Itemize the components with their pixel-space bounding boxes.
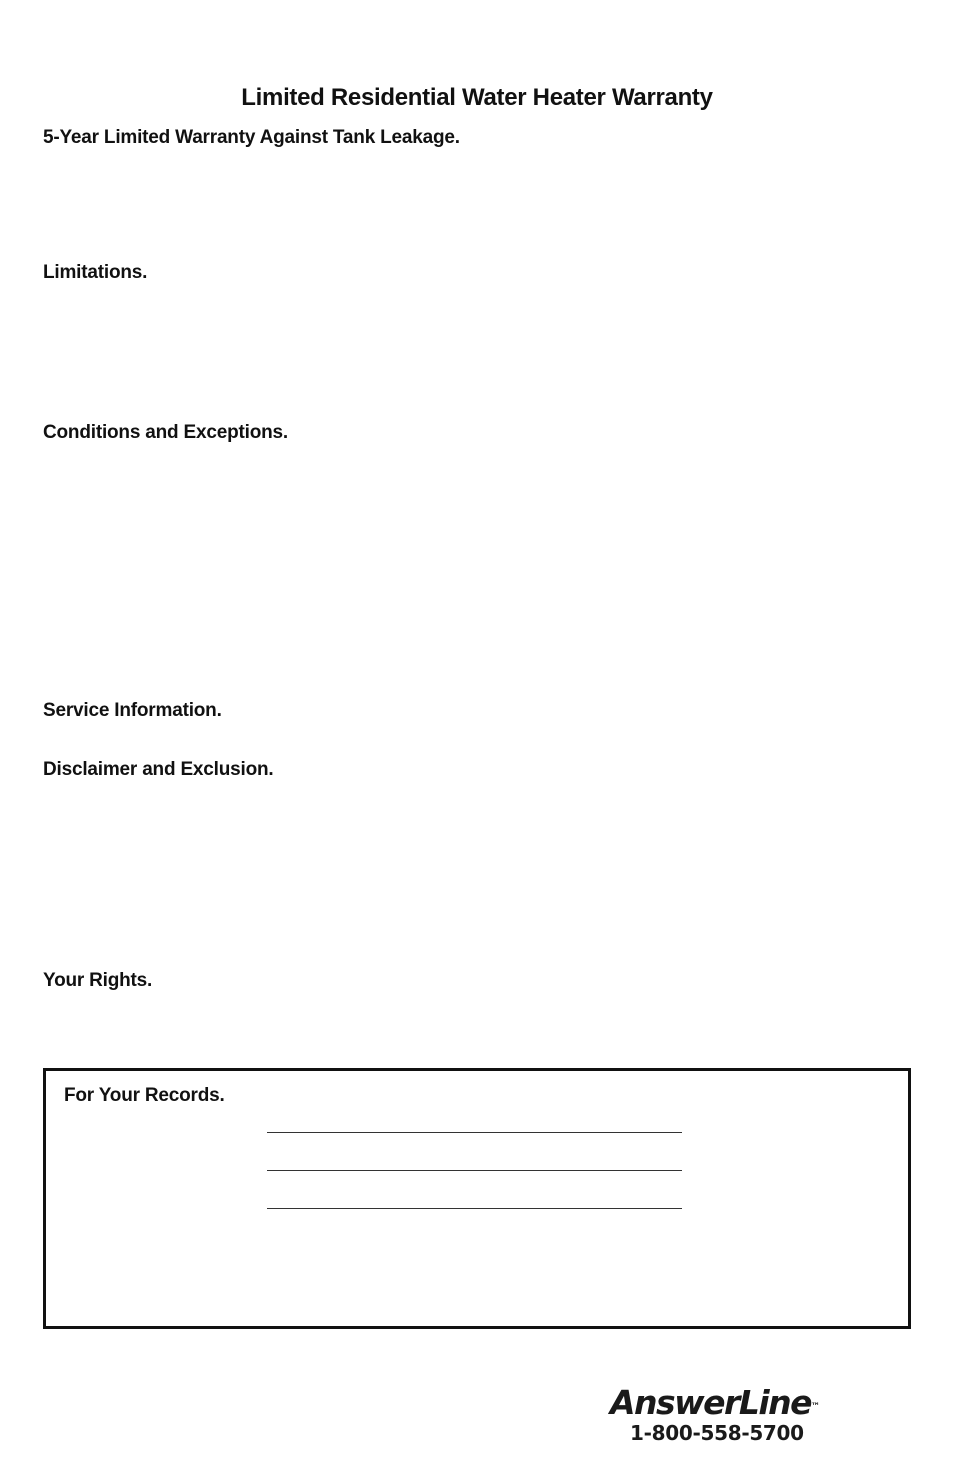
trademark-symbol: ™ (811, 1402, 821, 1412)
records-line-1 (267, 1132, 682, 1133)
records-box (43, 1068, 911, 1329)
records-line-3 (267, 1208, 682, 1209)
answerline-logo (610, 1384, 840, 1444)
brand-text: AnswerLine (610, 1383, 812, 1422)
section-heading-conditions: Conditions and Exceptions. (43, 422, 288, 443)
section-heading-limitations: Limitations. (43, 262, 148, 283)
records-line-2 (267, 1170, 682, 1171)
records-heading: For Your Records. (64, 1085, 225, 1106)
section-heading-service: Service Information. (43, 700, 222, 721)
section-heading-tank-leakage: 5-Year Limited Warranty Against Tank Leakage. (43, 127, 460, 148)
section-heading-rights: Your Rights. (43, 970, 153, 991)
phone-number: 1-800-558-5700 (630, 1421, 804, 1445)
brand-name (610, 1384, 840, 1422)
page-title: Limited Residential Water Heater Warranty (241, 84, 713, 111)
section-heading-disclaimer: Disclaimer and Exclusion. (43, 759, 274, 780)
